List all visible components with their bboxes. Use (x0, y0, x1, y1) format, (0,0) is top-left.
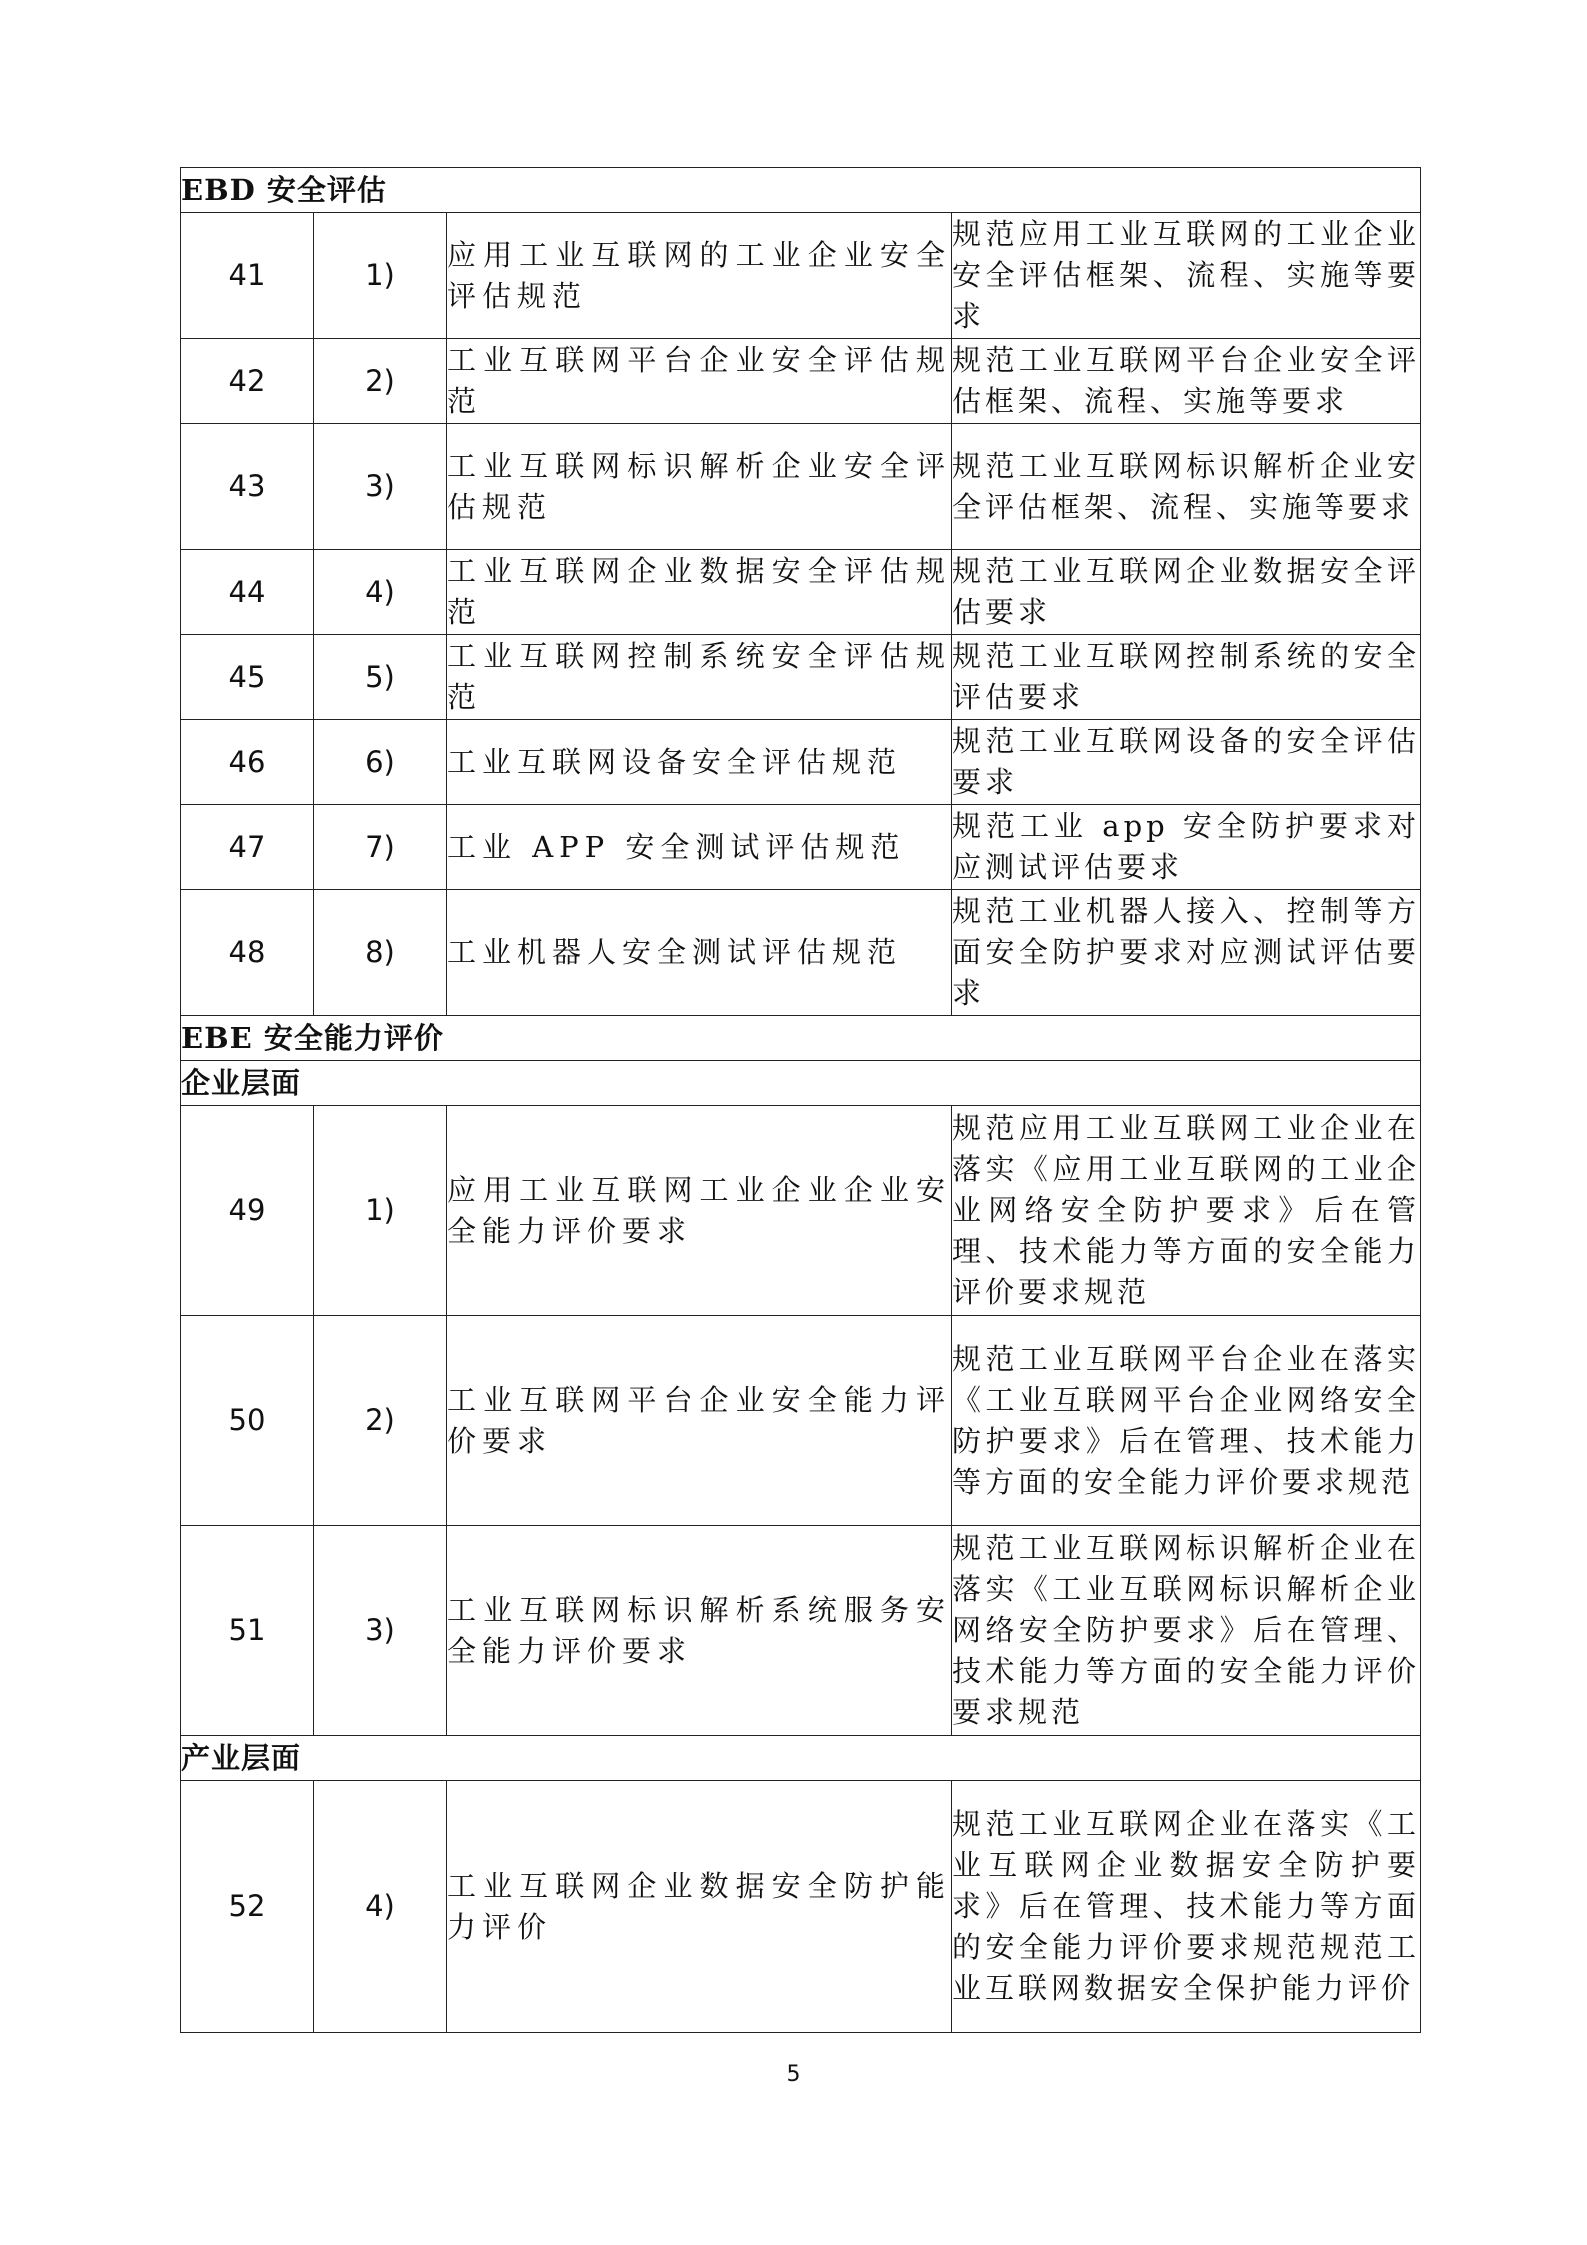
row-index: 7) (314, 805, 447, 890)
standard-description: 规范工业机器人接入、控制等方面安全防护要求对应测试评估要求 (952, 890, 1421, 1016)
standard-description: 规范工业互联网控制系统的安全评估要求 (952, 635, 1421, 720)
table-row (181, 1781, 1421, 2033)
page-number: 5 (786, 2062, 801, 2087)
row-index: 2) (314, 339, 447, 424)
row-number: 46 (181, 720, 314, 805)
row-number: 43 (181, 424, 314, 550)
section-title: EBD 安全评估 (181, 168, 1421, 213)
standard-name: 应用工业互联网工业企业企业安全能力评价要求 (447, 1106, 952, 1316)
row-index: 6) (314, 720, 447, 805)
section-header-row (181, 168, 1421, 213)
row-number: 50 (181, 1316, 314, 1526)
standard-name: 工业互联网控制系统安全评估规范 (447, 635, 952, 720)
row-index: 2) (314, 1316, 447, 1526)
standard-name: 工业互联网企业数据安全防护能力评价 (447, 1781, 952, 2033)
standard-name: 工业互联网标识解析系统服务安全能力评价要求 (447, 1526, 952, 1736)
standard-name: 工业互联网标识解析企业安全评估规范 (447, 424, 952, 550)
table-row (181, 424, 1421, 550)
row-number: 52 (181, 1781, 314, 2033)
table-row (181, 635, 1421, 720)
standards-table (180, 167, 1421, 2033)
row-number: 45 (181, 635, 314, 720)
table-row (181, 213, 1421, 339)
section-title: 产业层面 (181, 1736, 1421, 1781)
standard-description: 规范工业互联网平台企业安全评估框架、流程、实施等要求 (952, 339, 1421, 424)
standard-name: 工业互联网设备安全评估规范 (447, 720, 952, 805)
standard-description: 规范应用工业互联网的工业企业安全评估框架、流程、实施等要求 (952, 213, 1421, 339)
row-index: 4) (314, 1781, 447, 2033)
section-title: 企业层面 (181, 1061, 1421, 1106)
table-row (181, 339, 1421, 424)
table-row (181, 720, 1421, 805)
row-number: 47 (181, 805, 314, 890)
table-row (181, 1526, 1421, 1736)
section-header-row (181, 1061, 1421, 1106)
table-row (181, 805, 1421, 890)
standard-name: 工业互联网平台企业安全能力评价要求 (447, 1316, 952, 1526)
standard-name: 工业互联网企业数据安全评估规范 (447, 550, 952, 635)
row-index: 3) (314, 424, 447, 550)
row-number: 41 (181, 213, 314, 339)
row-index: 1) (314, 213, 447, 339)
table-row (181, 1106, 1421, 1316)
standard-description: 规范工业互联网标识解析企业安全评估框架、流程、实施等要求 (952, 424, 1421, 550)
row-index: 1) (314, 1106, 447, 1316)
row-index: 3) (314, 1526, 447, 1736)
row-index: 8) (314, 890, 447, 1016)
row-number: 51 (181, 1526, 314, 1736)
standard-description: 规范工业互联网企业数据安全评估要求 (952, 550, 1421, 635)
row-index: 5) (314, 635, 447, 720)
standard-description: 规范工业互联网平台企业在落实《工业互联网平台企业网络安全防护要求》后在管理、技术能力等方面的安全能力评价要求规范 (952, 1316, 1421, 1526)
table-row (181, 550, 1421, 635)
standard-description: 规范工业互联网设备的安全评估要求 (952, 720, 1421, 805)
standard-name: 应用工业互联网的工业企业安全评估规范 (447, 213, 952, 339)
section-title: EBE 安全能力评价 (181, 1016, 1421, 1061)
row-number: 44 (181, 550, 314, 635)
section-header-row (181, 1736, 1421, 1781)
standard-name: 工业互联网平台企业安全评估规范 (447, 339, 952, 424)
section-header-row (181, 1016, 1421, 1061)
table-row (181, 1316, 1421, 1526)
row-index: 4) (314, 550, 447, 635)
table-row (181, 890, 1421, 1016)
row-number: 42 (181, 339, 314, 424)
standard-description: 规范应用工业互联网工业企业在落实《应用工业互联网的工业企业网络安全防护要求》后在管理、技术能力等方面的安全能力评价要求规范 (952, 1106, 1421, 1316)
standard-name: 工业 APP 安全测试评估规范 (447, 805, 952, 890)
standard-name: 工业机器人安全测试评估规范 (447, 890, 952, 1016)
standard-description: 规范工业互联网企业在落实《工业互联网企业数据安全防护要求》后在管理、技术能力等方面的安全能力评价要求规范规范工业互联网数据安全保护能力评价 (952, 1781, 1421, 2033)
row-number: 49 (181, 1106, 314, 1316)
standard-description: 规范工业互联网标识解析企业在落实《工业互联网标识解析企业网络安全防护要求》后在管理、技术能力等方面的安全能力评价要求规范 (952, 1526, 1421, 1736)
standard-description: 规范工业 app 安全防护要求对应测试评估要求 (952, 805, 1421, 890)
row-number: 48 (181, 890, 314, 1016)
